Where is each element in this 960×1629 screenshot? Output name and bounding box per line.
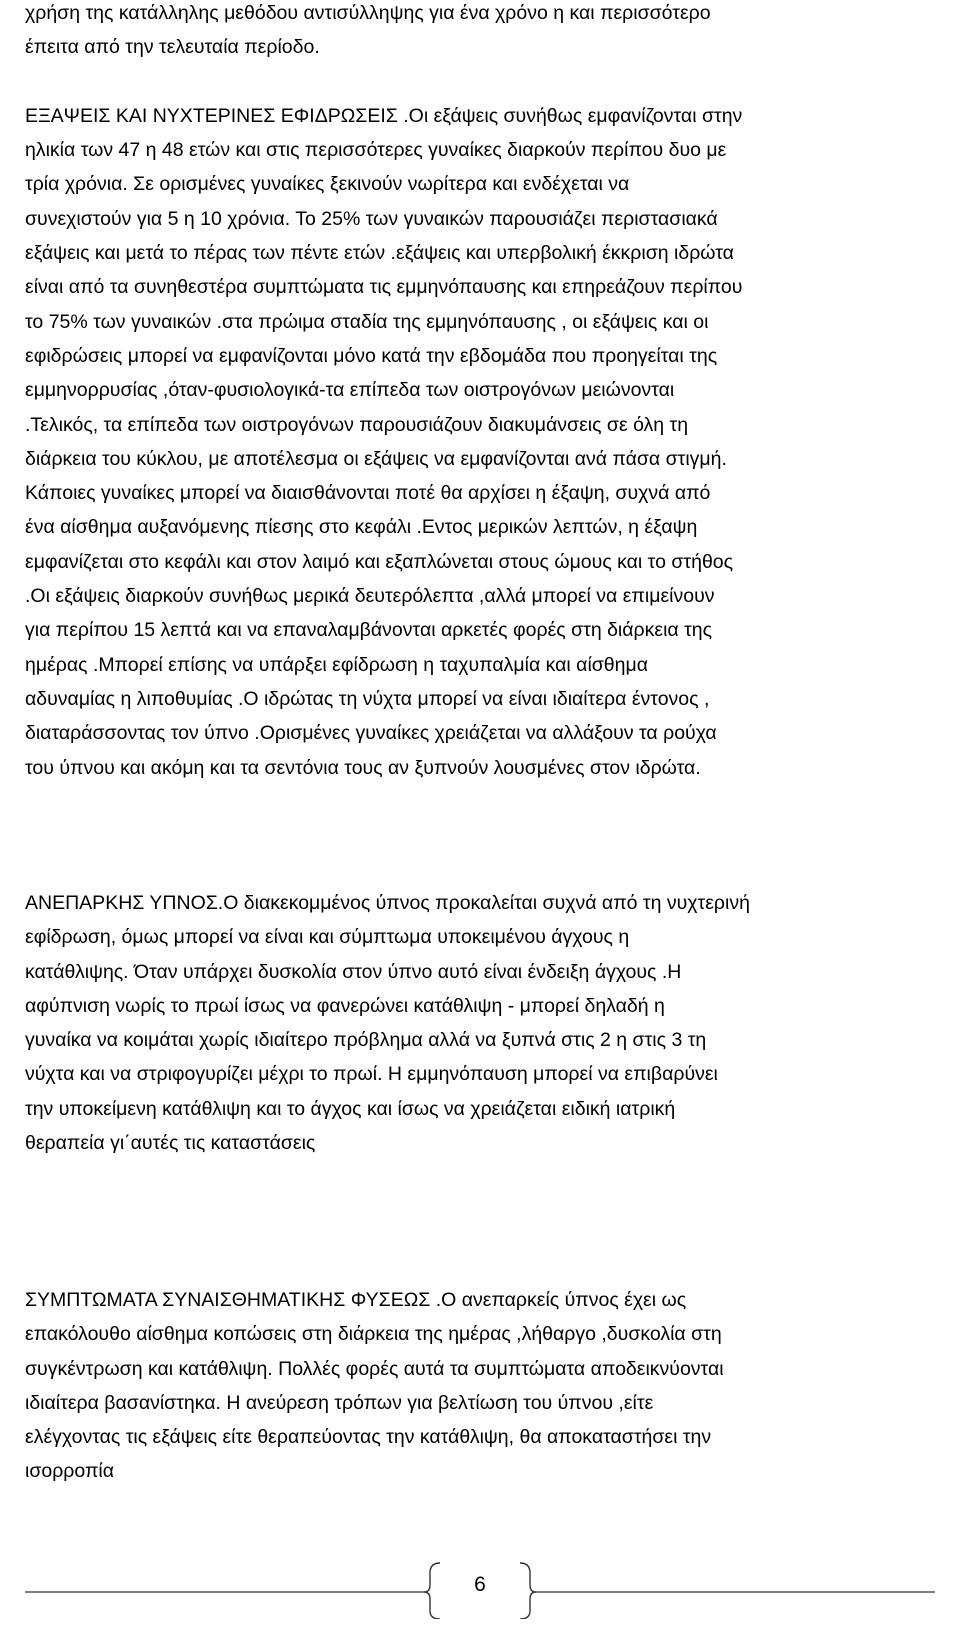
sleep-text-line: εφίδρωση, όμως μπορεί να είναι και σύμπτωμα υποκειμένου άγχους η bbox=[25, 926, 630, 949]
hot-flashes-text-line: εμμηνορρυσίας ,όταν-φυσιολογικά-τα επίπεδα των οιστρογόνων μειώνονται bbox=[25, 379, 675, 402]
paragraph-hot-flashes bbox=[25, 0, 742, 785]
hot-flashes-text-line: .Οι εξάψεις διαρκούν συνήθως μερικά δευτερόλεπτα ,αλλά μπορεί να επιμείνουν bbox=[25, 585, 715, 608]
sleep-text-line: νύχτα και να στριφογυρίζει μέχρι το πρωί. Η εμμηνόπαυση μπορεί να επιβαρύνει bbox=[25, 1063, 718, 1086]
hot-flashes-text-line: Κάποιες γυναίκες μπορεί να διαισθάνονται ποτέ θα αρχίσει η έξαψη, συχνά από bbox=[25, 482, 711, 505]
hot-flashes-text-line: ΕΞΑΨΕΙΣ ΚΑΙ ΝΥΧΤΕΡΙΝΕΣ ΕΦΙΔΡΩΣΕΙΣ .Οι εξάψεις συνήθως εμφανίζονται στην bbox=[25, 104, 743, 127]
paragraph-emotional-symptoms bbox=[25, 1283, 724, 1489]
hot-flashes-text-line bbox=[25, 65, 742, 99]
sleep-text-line: θεραπεία γι΄αυτές τις καταστάσεις bbox=[25, 1132, 316, 1155]
hot-flashes-text-line: του ύπνου και ακόμη και τα σεντόνια τους αν ξυπνούν λουσμένες στον ιδρώτα. bbox=[25, 756, 701, 779]
hot-flashes-text-line: εξάψεις και μετά το πέρας των πέντε ετών .εξάψεις και υπερβολική έκκριση ιδρώτα bbox=[25, 242, 734, 265]
hot-flashes-text-line: τρία χρόνια. Σε ορισμένες γυναίκες ξεκινούν νωρίτερα και ενδέχεται να bbox=[25, 173, 630, 196]
sleep-text-line: ΑΝΕΠΑΡΚΗΣ ΥΠΝΟΣ.Ο διακεκομμένος ύπνος προκαλείται συχνά από τη νυχτερινή bbox=[25, 892, 750, 914]
hot-flashes-text-line: είναι από τα συνηθεστέρα συμπτώματα τις εμμηνόπαυσης και επηρεάζουν περίπου bbox=[25, 276, 743, 299]
paragraph-insufficient-sleep bbox=[25, 886, 750, 1160]
hot-flashes-text-line: αδυναμίας η λιποθυμίας .Ο ιδρώτας τη νύχτα μπορεί να είναι ιδιαίτερα έντονος , bbox=[25, 687, 710, 710]
emotional-text-line: ΣΥΜΠΤΩΜΑΤΑ ΣΥΝΑΙΣΘΗΜΑΤΙΚΗΣ ΦΥΣΕΩΣ .Ο ανεπαρκείς ύπνος έχει ως bbox=[25, 1289, 687, 1311]
emotional-text-line: επακόλουθο αίσθημα κοπώσεις στη διάρκεια της ημέρας ,λήθαργο ,δυσκολία στη bbox=[25, 1323, 722, 1346]
hot-flashes-text-line: συνεχιστούν για 5 η 10 χρόνια. Το 25% των γυναικών παρουσιάζει περιστασιακά bbox=[25, 207, 718, 230]
hot-flashes-text-line: για περίπου 15 λεπτά και να επαναλαμβάνονται αρκετές φορές στη διάρκεια της bbox=[25, 619, 713, 642]
sleep-text-line: γυναίκα να κοιμάται χωρίς ιδιαίτερο πρόβλημα αλλά να ξυπνά στις 2 η στις 3 τη bbox=[25, 1029, 707, 1052]
emotional-text-line: ελέγχοντας τις εξάψεις είτε θεραπεύοντας την κατάθλιψη, θα αποκαταστήσει την bbox=[25, 1426, 712, 1449]
hot-flashes-text-line: εμφανίζεται στο κεφάλι και στον λαιμό και εξαπλώνεται στους ώμους και το στήθος bbox=[25, 550, 734, 573]
hot-flashes-text-line: εφιδρώσεις μπορεί να εμφανίζονται μόνο κατά την εβδομάδα που προηγείται της bbox=[25, 344, 718, 367]
emotional-text-line: ισορροπία bbox=[25, 1460, 115, 1483]
sleep-text-line: κατάθλιψης. Όταν υπάρχει δυσκολία στον ύπνο αυτό είναι ένδειξη άγχους .Η bbox=[25, 960, 682, 983]
hot-flashes-text-line: έπειτα από την τελευταία περίοδο. bbox=[25, 36, 320, 59]
sleep-text-line: την υποκείμενη κατάθλιψη και το άγχος και ίσως να χρειάζεται ειδική ιατρική bbox=[25, 1097, 676, 1120]
hot-flashes-text-line: διάρκεια του κύκλου, με αποτέλεσμα οι εξάψεις να εμφανίζονται ανά πάσα στιγμή. bbox=[25, 447, 727, 470]
hot-flashes-text-line: ημέρας .Μπορεί επίσης να υπάρξει εφίδρωση η ταχυπαλμία και αίσθημα bbox=[25, 653, 649, 676]
hot-flashes-text-line: ηλικία των 47 η 48 ετών και στις περισσότερες γυναίκες διαρκούν περίπου δυο με bbox=[25, 139, 727, 162]
sleep-text-line: αφύπνιση νωρίς το πρωί ίσως να φανερώνει κατάθλιψη - μπορεί δηλαδή η bbox=[25, 994, 665, 1017]
hot-flashes-text-line: .Τελικός, τα επίπεδα των οιστρογόνων παρουσιάζουν διακυμάνσεις σε όλη τη bbox=[25, 413, 689, 436]
emotional-text-line: συγκέντρωση και κατάθλιψη. Πολλές φορές αυτά τα συμπτώματα αποδεικνύονται bbox=[25, 1357, 724, 1380]
hot-flashes-text-line: χρήση της κατάλληλης μεθόδου αντισύλληψης για ένα χρόνο η και περισσότερο bbox=[25, 2, 711, 24]
page-number: 6 bbox=[474, 1573, 486, 1596]
hot-flashes-text-line: διαταράσσοντας τον ύπνο .Ορισμένες γυναίκες χρειάζεται να αλλάξουν τα ρούχα bbox=[25, 722, 717, 745]
hot-flashes-text-line: ένα αίσθημα αυξανόμενης πίεσης στο κεφάλι .Εντος μερικών λεπτών, η έξαψη bbox=[25, 516, 698, 539]
hot-flashes-text-line: το 75% των γυναικών .στα πρώιμα σταδία της εμμηνόπαυσης , οι εξάψεις και οι bbox=[25, 310, 709, 333]
emotional-text-line: ιδιαίτερα βασανίστηκα. Η ανεύρεση τρόπων για βελτίωση του ύπνου ,είτε bbox=[25, 1391, 654, 1414]
